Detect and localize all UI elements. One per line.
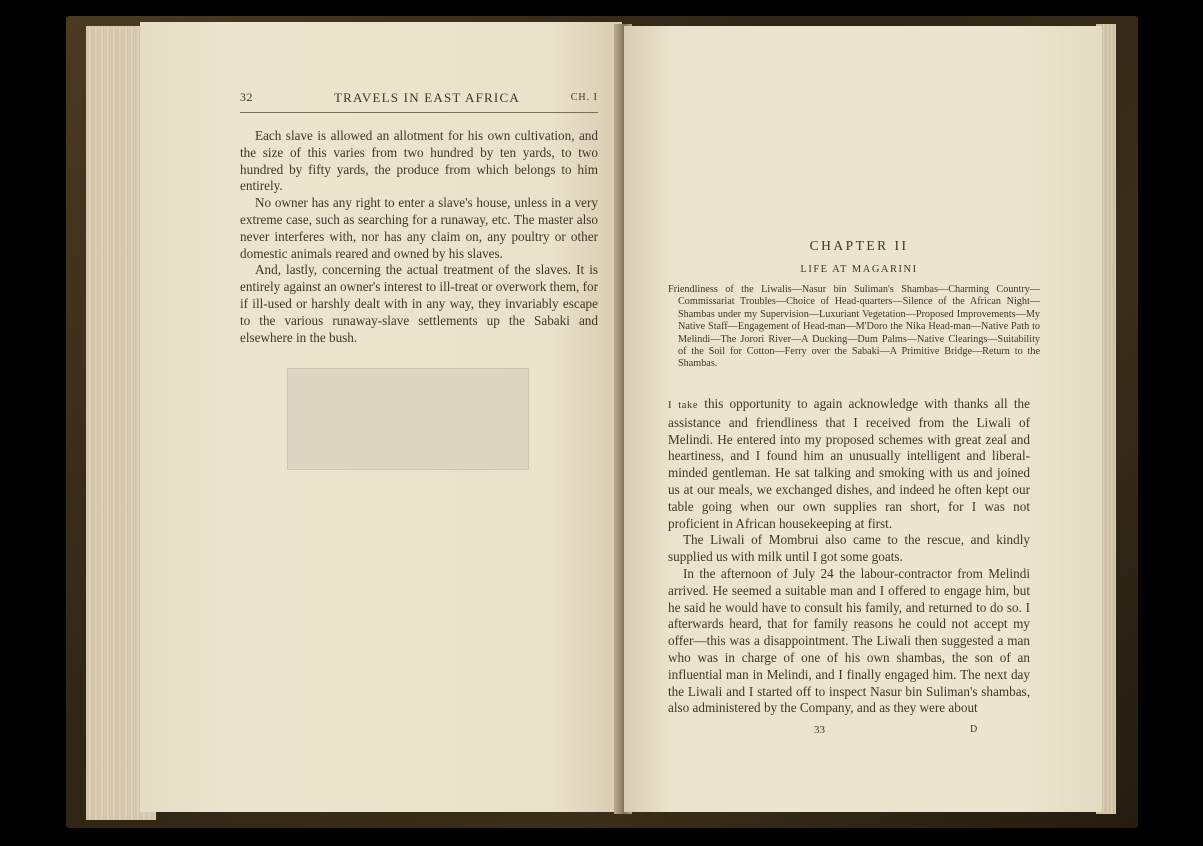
left-page	[140, 22, 622, 812]
faded-plate-offset	[287, 368, 529, 470]
paragraph: Each slave is allowed an allotment for his own cultivation, and the size of this varies from two hundred by ten yards, to two hundred by fifty yards, the produce from which belongs to him entirely.	[240, 128, 598, 194]
header-rule	[240, 112, 598, 113]
paragraph: The Liwali of Mombrui also came to the rescue, and kindly supplied us with milk until I got some goats.	[668, 532, 1030, 565]
paragraph: In the afternoon of July 24 the labour-contractor from Melindi arrived. He seemed a suitable man and I offered to engage him, but he said he would have to consult his family, and returned to do so. I afterwards heard, that for family reasons he could not accept my offer—this was a disappointment. The Liwali then suggested a man who was in charge of one of his own shambas, the son of an influential man in Melindi, and I finally engaged him. The next day the Liwali and I started off to inspect Nasur bin Suliman's shambas, also administered by the Company, and as they were about	[668, 565, 1030, 716]
page-number-right: 33	[814, 724, 825, 736]
left-body-text	[240, 128, 598, 346]
opening-word: I take	[668, 400, 699, 411]
paragraph: And, lastly, concerning the actual treatment of the slaves. It is entirely against an owner's interest to ill-treat or overwork them, for if ill-used or harshly dealt with in any way, they invariably escape to the various runaway-slave settlements up the Sabaki and elsewhere in the bush.	[240, 262, 598, 345]
right-page	[624, 26, 1102, 812]
opening-paragraph	[668, 396, 1030, 532]
chapter-synopsis: Friendliness of the Liwalis—Nasur bin Suliman's Shambas—Charming Country—Commissariat Troubles—Choice of Head-quarters—Silence of the African Night—Shambas under my Supervision—Luxuriant Vegetation—Proposed Improvements—My Native Staff—Engagement of Head-man—M'Doro the Nika Head-man—Native Path to Melindi—The Jorori River—A Ducking—Dum Palms—Native Clearings—Suitability of the Soil for Cotton—Ferry over the Sabaki—A Primitive Bridge—Return to the Shambas.	[668, 284, 1040, 370]
signature-mark: D	[970, 724, 978, 735]
right-body-text	[668, 396, 1030, 717]
chapter-reference: CH. I	[570, 92, 598, 103]
page-number-left: 32	[240, 90, 253, 104]
paragraph: No owner has any right to enter a slave's house, unless in a very extreme case, such as searching for a runaway, etc. The master also never interferes with, nor has any claim on, any poultry or other domestic animals reared and owned by his slaves.	[240, 195, 598, 261]
running-title: TRAVELS IN EAST AFRICA	[334, 90, 520, 105]
chapter-title: LIFE AT MAGARINI	[800, 264, 918, 275]
opening-paragraph-text: this opportunity to again acknowledge with thanks all the assistance and friendliness that I received from the Liwali of Melindi. He entered into my proposed schemes with great zeal and heartiness, and I found him an unusually intelligent and liberal-minded gentleman. He sat talking and smoking with us and joined us at our meals, we exchanged dishes, and indeed he often kept our table going when our own supplies ran short, for I was not proficient in African housekeeping at first.	[668, 396, 1030, 531]
chapter-number: CHAPTER II	[809, 238, 909, 253]
running-head	[240, 90, 598, 112]
